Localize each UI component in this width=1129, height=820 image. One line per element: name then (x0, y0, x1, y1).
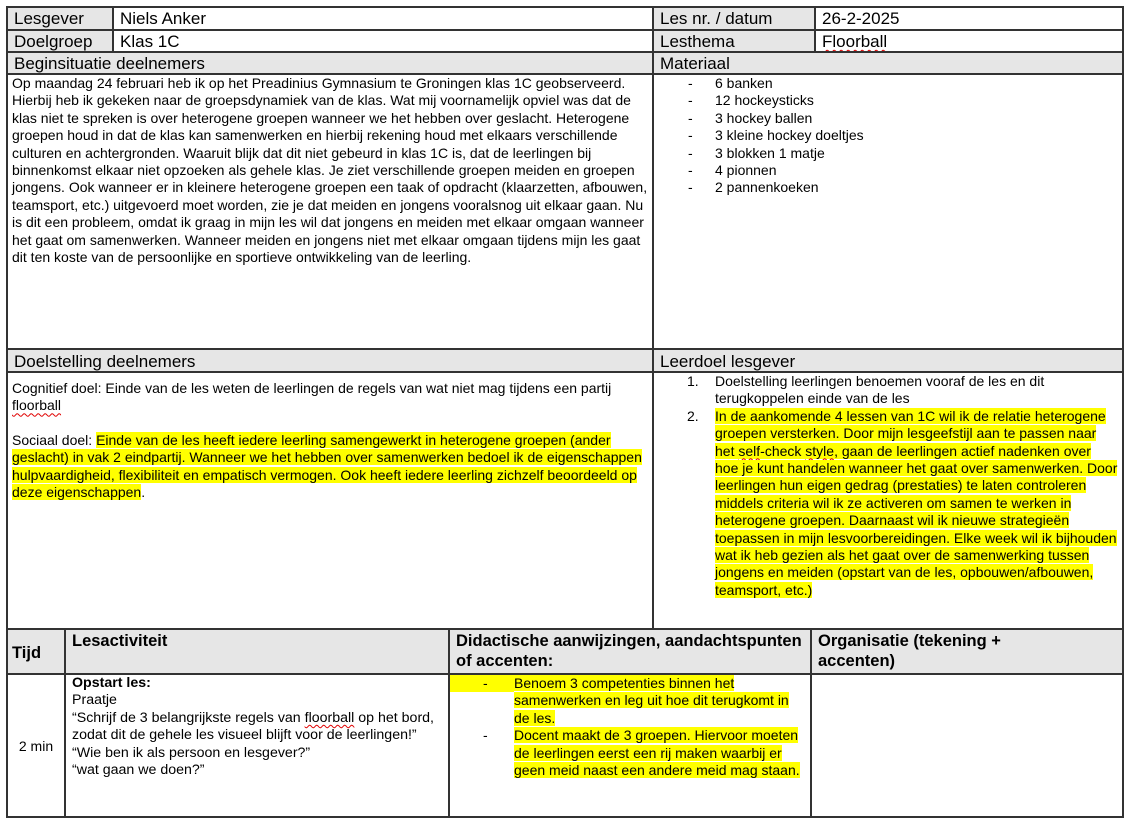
materiaal-marker: - (688, 75, 693, 91)
th-organisatie: Organisatie (tekening + accenten) (818, 632, 1001, 670)
materiaal-marker: - (688, 109, 693, 126)
border-bottom (6, 816, 1124, 818)
leerdoel-marker-1: 1. (687, 373, 699, 389)
th-tijd: Tijd (12, 644, 42, 662)
activity-quote1-floorball: floorball (304, 709, 355, 726)
leerdoel-item-1 (654, 373, 1122, 408)
cognitief-floorball: floorball (12, 397, 62, 414)
sociaal-doel (10, 432, 650, 512)
materiaal-item-text: 12 hockeysticks (715, 92, 814, 109)
th-didactisch: Didactische aanwijzingen, aandachtspunten of accenten: (456, 632, 802, 670)
materiaal-marker: - (688, 92, 693, 109)
beginsituatie-text: Op maandag 24 februari heb ik op het Preadinius Gymnasium te Groningen klas 1C geobserveerd. Hierbij heb ik gekeken naar de groepsdynamiek van de klas. Wat mij voornamelijk opviel was dat de klas niet te spreken is over heterogene groepen wanneer we het hebben over geslacht. Heterogene groepen houd in dat de klas kan samenwerken en hierbij rekening houd met elkaars verschillende culturen en achtergronden. Waaruit blijk dat dit niet gebeurd in klas 1C is, dat de leerlingen bij binnenkomst elkaar niet opzoeken als gehele klas. Je ziet verschillende groepen meiden en groepen jongens. Ook wanneer er in kleinere heterogene groepen een taak of opdracht (klaarzetten, afbouwen, teamsport, etc.) uitgevoerd moet worden, zie je dat meiden en jongens vooralsnog uit elkaar gaan. Nu is dit een probleem, omdat ik graag in mijn les wil dat jongens en meiden met elkaar omgaan wanneer het gaat om samenwerken. Wanneer meiden en jongens niet met elkaar omgaan tijdens mijn les gaat dit ten koste van de persoonlijke en sportieve ontwikkeling van de leerling. (12, 75, 648, 266)
leerdoel-text-1: Doelstelling leerlingen benoemen vooraf de les en dit terugkoppelen einde van de les (715, 373, 1045, 407)
materiaal-item-text: 6 banken (715, 75, 773, 91)
lesnr-value: 26-2-2025 (822, 9, 900, 28)
lesthema-value (816, 31, 1122, 51)
materiaal-items (654, 75, 1122, 197)
materiaal-marker: - (688, 127, 693, 144)
activity-quote1-b: op het bord, zodat dit de gehele les visueel blijft voor de leerlingen!” (72, 709, 434, 744)
lesgever-label: Lesgever (14, 9, 84, 28)
leerdoel-word-style: style (805, 442, 835, 459)
materiaal-item-text: 4 pionnen (715, 162, 777, 179)
didactisch-text-1: Benoem 3 competenties binnen het samenwerken en leg uit hoe dit terugkomt in de les. (514, 675, 789, 726)
materiaal-item (654, 145, 1122, 162)
lesgever-value: Niels Anker (120, 9, 206, 28)
materiaal-item-text: 3 blokken 1 matje (715, 144, 825, 161)
activity-title: Opstart les: (72, 675, 151, 691)
materiaal-item (654, 127, 1122, 144)
cognitief-doel (10, 380, 650, 420)
materiaal-item-text: 2 pannenkoeken (715, 179, 819, 196)
didactisch-marker-1: - (483, 675, 488, 691)
lesthema-label: Lesthema (660, 32, 735, 51)
materiaal-item-text: 3 hockey ballen (715, 109, 813, 126)
lesnr-label: Les nr. / datum (660, 9, 773, 28)
border-col-tijd (64, 628, 66, 818)
sociaal-label: Sociaal doel: (12, 432, 97, 448)
doelgroep-value: Klas 1C (120, 32, 180, 51)
didactisch-text-2: Docent maakt de 3 groepen. Hiervoor moeten de leerlingen eerst een rij maken waarbij er geen meid naast een andere meid mag staan. (514, 727, 800, 779)
row-didactisch (450, 675, 810, 815)
materiaal-item (654, 162, 1122, 179)
lesthema-text: Floorball (822, 32, 888, 51)
materiaal-marker: - (688, 162, 693, 179)
border-right (1122, 6, 1124, 818)
leerdoel-text-2a: In de aankomende 4 lessen van 1C wil ik de relatie heterogene groepen versterken. Door mijn lesgeefstijl aan te passen naar het (715, 407, 1106, 459)
sociaal-text: Einde van de les heeft iedere leerling samengewerkt in heterogene groepen (ander geslacht) in vak 2 eindpartij. Wanneer we het hebben over samenwerken bedoel ik de eigenschappen hulpvaardigheid, flexibiliteit en empatisch vermogen. Ook heeft iedere leerling zichzelf beoordeeld op deze eigenschappen (12, 432, 642, 501)
didactisch-item-2 (450, 727, 810, 779)
didactisch-text-wrap-1 (514, 675, 806, 727)
row-organisatie (812, 675, 1122, 815)
didactisch-marker-2: - (483, 727, 488, 744)
activity-quote1-a: “Schrijf de 3 belangrijkste regels van (72, 709, 305, 726)
activity-quote3: “wat gaan we doen?” (72, 762, 205, 779)
materiaal-title: Materiaal (660, 54, 730, 73)
didactisch-items (450, 675, 810, 780)
doelgroep-label: Doelgroep (14, 32, 93, 51)
doelstelling-title: Doelstelling deelnemers (14, 352, 196, 371)
border-left (6, 6, 8, 818)
didactisch-marker-bg-1 (450, 675, 514, 692)
activity-quote2: “Wie ben ik als persoon en lesgever?” (72, 744, 311, 761)
leerdoel-text-2c: , gaan de leerlingen actief nadenken over hoe je kunt handelen wanneer het gaat over samenwerken. Door leerlingen hun eigen gedrag (prestaties) te laten controleren middels criteria wil ik ze activeren om samen te werken in heterogene groepen. Daarnaast wil ik nieuwe strategieën toepassen in mijn lesvoorbereidingen. Elke week wil ik bijhouden wat ik heb gezien als het gaat over de samenwerking tussen jongens en meiden (opstart van de les, opbouwen/afbouwen, teamsport, etc.) (715, 442, 1118, 598)
sociaal-end: . (141, 484, 146, 501)
leerdoel-item-2 (654, 408, 1122, 599)
materiaal-marker: - (688, 144, 693, 161)
leerdoel-title: Leerdoel lesgever (660, 352, 796, 371)
materiaal-item (654, 75, 1122, 92)
leerdoel-marker-2: 2. (687, 407, 699, 424)
leerdoel-items (654, 373, 1122, 599)
leerdoel-text-2b: -check (760, 442, 806, 459)
materiaal-item (654, 92, 1122, 109)
border-row6 (6, 628, 1124, 630)
materiaal-list (654, 75, 1122, 345)
border-row4 (6, 348, 1124, 350)
row-tijd: 2 min (18, 738, 54, 754)
materiaal-marker: - (688, 179, 693, 196)
activity-line1: Praatje (72, 692, 117, 709)
activity-quote1 (72, 710, 446, 745)
materiaal-item (654, 110, 1122, 127)
cognitief-text: Cognitief doel: Einde van de les weten de leerlingen de regels van wat niet mag tijdens een partij (12, 380, 612, 396)
leerdoel-list (654, 373, 1122, 628)
didactisch-item-1 (450, 675, 810, 727)
leerdoel-word-self: self (738, 442, 761, 459)
th-lesactiviteit: Lesactiviteit (72, 632, 168, 650)
materiaal-item-text: 3 kleine hockey doeltjes (715, 127, 864, 144)
beginsituatie-title: Beginsituatie deelnemers (14, 54, 205, 73)
materiaal-item (654, 179, 1122, 196)
row-activity (72, 675, 446, 815)
